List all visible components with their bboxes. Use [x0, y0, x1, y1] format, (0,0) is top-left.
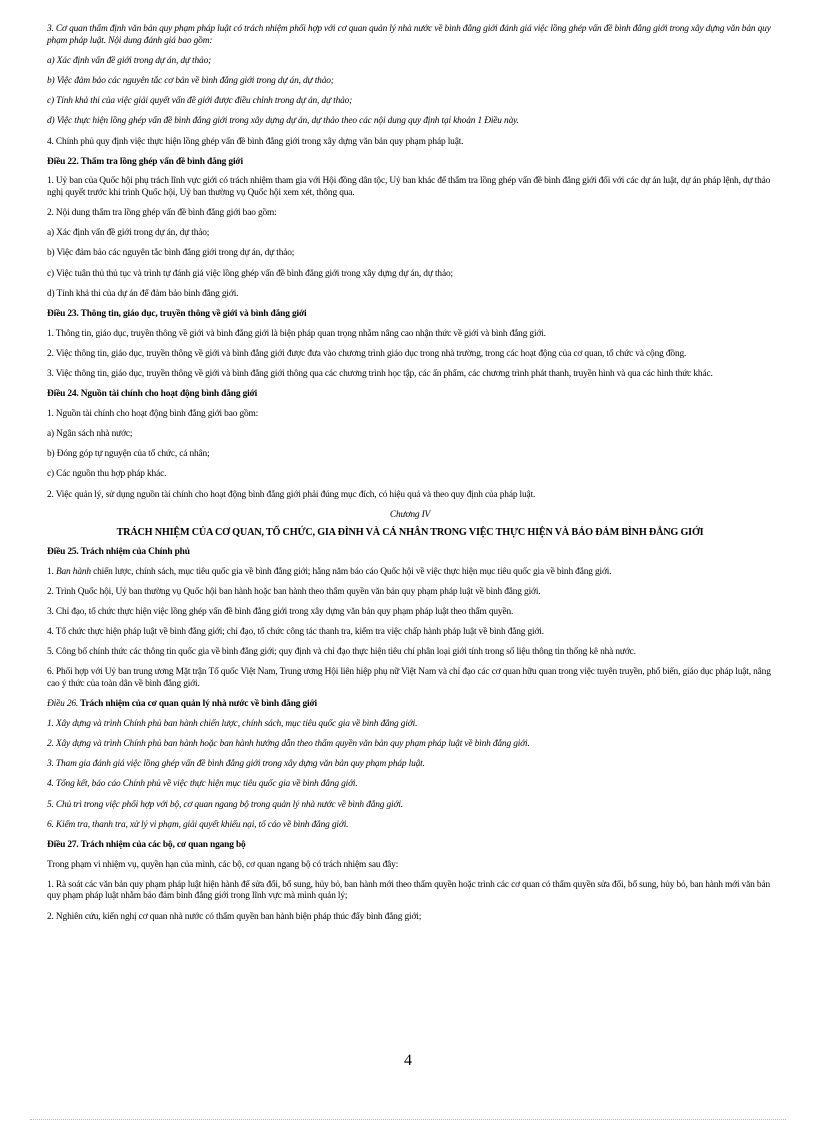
paragraph: 6. Phối hợp với Uỷ ban trung ương Mặt trận Tổ quốc Việt Nam, Trung ương Hội liên hiệp phụ nữ Việt Nam và chỉ đạo các cơ quan hữu quan trong việc tuyên truyền, phổ biến, giáo dục pháp luật, nâng cao ý thức của toàn dân về bình đẳng giới.	[47, 667, 771, 690]
article-title: Trách nhiệm của cơ quan quản lý nhà nước về bình đẳng giới	[78, 699, 317, 710]
paragraph: 5. Chủ trì trong việc phối hợp với bộ, cơ quan ngang bộ trong quản lý nhà nước về bình đẳng giới.	[47, 799, 403, 810]
italic-phrase: Ban hành	[55, 566, 91, 577]
page-number: 4	[404, 1052, 412, 1069]
list-item: c) Các nguồn thu hợp pháp khác.	[47, 469, 167, 480]
article-heading: Điều 27. Trách nhiệm của các bộ, cơ quan ngang bộ	[47, 839, 246, 850]
article-heading: Điều 22. Thẩm tra lồng ghép vấn đề bình đẳng giới	[47, 156, 243, 167]
paragraph: 2. Nội dung thẩm tra lồng ghép vấn đề bình đẳng giới bao gồm:	[47, 208, 277, 219]
paragraph: 1. Rà soát các văn bản quy phạm pháp luật hiện hành để sửa đổi, bổ sung, hủy bỏ, ban hành mới theo thẩm quyền hoặc trình các cơ quan có thẩm quyền sửa đổi, bổ sung, hủy bỏ, ban hành mới văn bản quy phạm pháp luật nhằm bảo đảm bình đẳng giới trong lĩnh vực mà mình quản lý;	[47, 879, 771, 902]
list-item: b) Việc đảm bảo các nguyên tắc cơ bản về bình đẳng giới trong dự án, dự thảo;	[47, 75, 334, 86]
document-page	[47, 24, 773, 932]
list-item: b) Đóng góp tự nguyện của tổ chức, cá nhân;	[47, 449, 210, 460]
item-number: 1.	[47, 566, 56, 577]
paragraph: 4. Chính phủ quy định việc thực hiện lồng ghép vấn đề bình đẳng giới trong xây dựng văn bản quy phạm pháp luật.	[47, 136, 464, 147]
paragraph: Trong phạm vi nhiệm vụ, quyền hạn của mình, các bộ, cơ quan ngang bộ có trách nhiệm sau đây:	[47, 859, 399, 870]
list-item: a) Xác định vấn đề giới trong dự án, dự thảo;	[47, 228, 210, 239]
article-number: Điều 26.	[47, 699, 79, 710]
list-item: a) Xác định vấn đề giới trong dự án, dự thảo;	[47, 55, 212, 66]
paragraph	[47, 567, 773, 579]
list-item: a) Ngân sách nhà nước;	[47, 428, 133, 439]
paragraph: 4. Tổng kết, báo cáo Chính phủ về việc thực hiện mục tiêu quốc gia về bình đẳng giới.	[47, 779, 358, 790]
paragraph: 2. Việc thông tin, giáo dục, truyền thông về giới và bình đẳng giới được đưa vào chương trình giáo dục trong nhà trường, trong các hoạt động của cơ quan, tổ chức và cộng đồng.	[47, 348, 687, 359]
article-heading: Điều 24. Nguồn tài chính cho hoạt động bình đẳng giới	[47, 389, 258, 400]
list-item: b) Việc đảm bảo các nguyên tắc bình đẳng giới trong dự án, dự thảo;	[47, 248, 295, 259]
paragraph: 3. Tham gia đánh giá việc lồng ghép vấn đề bình đẳng giới trong xây dựng văn bản quy phạm pháp luật.	[47, 759, 425, 770]
paragraph: 2. Việc quản lý, sử dụng nguồn tài chính cho hoạt động bình đẳng giới phải đúng mục đích, có hiệu quả và theo quy định của pháp luật.	[47, 489, 536, 500]
article-heading	[47, 699, 773, 711]
paragraph: 3. Việc thông tin, giáo dục, truyền thông về giới và bình đẳng giới thông qua các chương trình học tập, các ấn phẩm, các chương trình phát thanh, truyền hình và qua các hình thức khác.	[47, 369, 713, 379]
paragraph: 1. Uỷ ban của Quốc hội phụ trách lĩnh vực giới có trách nhiệm tham gia với Hội đồng dân tộc, Uỷ ban khác để thẩm tra lồng ghép vấn đề bình đẳng giới đối với các dự án luật, dự án pháp lệnh, dự thảo nghị quyết trước khi trình Quốc hội, Uỷ ban thường vụ Quốc hội xem xét, thông qua.	[47, 176, 771, 198]
article-heading: Điều 25. Trách nhiệm của Chính phủ	[47, 546, 190, 557]
paragraph: 1. Thông tin, giáo dục, truyền thông về giới và bình đẳng giới là biện pháp quan trọng nhằm nâng cao nhận thức về giới và bình đẳng giới.	[47, 328, 546, 339]
list-item: c) Tính khả thi của việc giải quyết vấn đề giới được điều chỉnh trong dự án, dự thảo;	[47, 96, 353, 107]
article-heading: Điều 23. Thông tin, giáo dục, truyền thông về giới và bình đẳng giới	[47, 309, 307, 320]
paragraph: 1. Xây dựng và trình Chính phủ ban hành chiến lược, chính sách, mục tiêu quốc gia về bình đẳng giới.	[47, 718, 418, 729]
paragraph: 6. Kiểm tra, thanh tra, xử lý vi phạm, giải quyết khiếu nại, tố cáo về bình đẳng giới.	[47, 819, 349, 830]
paragraph: 1. Nguồn tài chính cho hoạt động bình đẳng giới bao gồm:	[47, 408, 259, 419]
paragraph: 3. Chỉ đạo, tổ chức thực hiện việc lồng ghép vấn đề bình đẳng giới trong xây dựng văn bản quy phạm pháp luật theo thẩm quyền.	[47, 606, 514, 617]
paragraph: 3. Cơ quan thẩm định văn bản quy phạm pháp luật có trách nhiệm phối hợp với cơ quan quản lý nhà nước về bình đẳng giới đánh giá việc lồng ghép vấn đề bình đẳng giới trong xây dựng văn bản quy phạm pháp luật. Nội dung đánh giá bao gồm:	[47, 24, 771, 46]
chapter-title: TRÁCH NHIỆM CỦA CƠ QUAN, TỔ CHỨC, GIA ĐÌNH VÀ CÁ NHÂN TRONG VIỆC THỰC HIỆN VÀ BẢO ĐẢM BÌNH ĐẲNG GIỚI	[116, 527, 704, 539]
paragraph-text: chiến lược, chính sách, mục tiêu quốc gia về bình đẳng giới; hằng năm báo cáo Quốc hội về việc thực hiện mục tiêu quốc gia về bình đẳng giới.	[90, 566, 612, 577]
paragraph: 2. Xây dựng và trình Chính phủ ban hành hoặc ban hành hướng dẫn theo thẩm quyền văn bản quy phạm pháp luật về bình đẳng giới.	[47, 739, 530, 749]
list-item: d) Việc thực hiện lồng ghép vấn đề bình đẳng giới trong xây dựng dự án, dự thảo theo các nội dung quy định tại khoản 1 Điều này.	[47, 116, 519, 127]
list-item: d) Tính khả thi của dự án để đảm bảo bình đẳng giới.	[47, 288, 239, 299]
paragraph: 5. Công bố chính thức các thông tin quốc gia về bình đẳng giới; quy định và chỉ đạo thực hiện tiêu chí phân loại giới tính trong số liệu thông tin thống kê nhà nước.	[47, 647, 636, 658]
paragraph: 4. Tổ chức thực hiện pháp luật về bình đẳng giới; chỉ đạo, tổ chức công tác thanh tra, kiểm tra việc chấp hành pháp luật về bình đẳng giới.	[47, 627, 544, 638]
paragraph: 2. Nghiên cứu, kiến nghị cơ quan nhà nước có thẩm quyền ban hành biện pháp thúc đẩy bình đẳng giới;	[47, 911, 422, 922]
paragraph: 2. Trình Quốc hội, Uỷ ban thường vụ Quốc hội ban hành hoặc ban hành theo thẩm quyền văn bản quy phạm pháp luật về bình đẳng giới.	[47, 586, 541, 597]
page-bottom-divider	[30, 1119, 786, 1120]
list-item: c) Việc tuân thủ thủ tục và trình tự đánh giá việc lồng ghép vấn đề bình đẳng giới trong xây dựng dự án, dự thảo;	[47, 268, 453, 279]
chapter-label: Chương IV	[389, 509, 431, 520]
